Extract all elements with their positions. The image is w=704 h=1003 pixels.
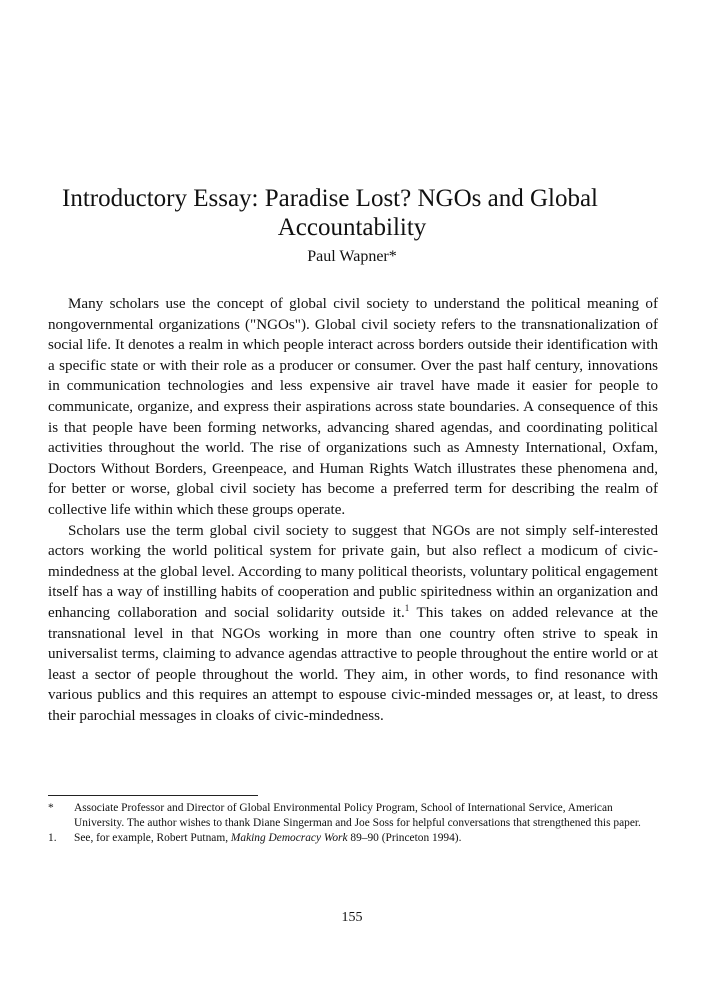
article-title-line1: Introductory Essay: Paradise Lost? NGOs and Global <box>62 185 598 212</box>
article-body <box>48 294 658 726</box>
footnote-reference-1[interactable]: 1 <box>404 602 410 613</box>
footnote-author-text: Associate Professor and Director of Global Environmental Policy Program, School of International Service, American University. The author wishes to thank Diane Singerman and Joe Soss for helpful conversations that strengthened this paper. <box>74 802 641 830</box>
footnote-1 <box>48 831 658 846</box>
paragraph-2-part-a: Scholars use the term global civil society to suggest that NGOs are not simply self-interested actors working the world political system for private gain, but also reflect a modicum of civic-mindedness at the global level. According to many political theorists, voluntary political engagement itself has a way of instilling habits of cooperation and public spiritedness within an organization and enhancing collaboration and social solidarity outside it. <box>48 522 658 621</box>
footnote-mark-1: 1. <box>48 832 57 845</box>
footnote-mark-star: * <box>48 802 54 814</box>
page-number: 155 <box>341 910 363 925</box>
paragraph-2 <box>48 521 658 727</box>
footnote-1-text <box>74 831 658 846</box>
paragraph-1: Many scholars use the concept of global civil society to understand the political meaning of nongovernmental organizations ("NGOs"). Global civil society refers to the transnationalization of social life. It denotes a realm in which people interact across borders outside their identification with a specific state or with their role as a producer or consumer. Over the past half century, innovations in communication technologies and less expensive air travel have made it easier for people to communicate, organize, and express their aspirations across state boundaries. A consequence of this is that people have been forming networks, advancing shared agendas, and coordinating political activities throughout the world. The rise of organizations such as Amnesty International, Oxfam, Doctors Without Borders, Greenpeace, and Human Rights Watch illustrates these phenomena and, for better or worse, global civil society has become a preferred term for describing the realm of collective life within which these groups operate. <box>48 296 658 518</box>
author-name: Paul Wapner* <box>307 248 397 265</box>
paragraph-2-part-b: This takes on added relevance at the transnational level in that NGOs working in more than one country often strive to speak in universalist terms, claiming to advance agendas attractive to people throughout the entire world or at least a sector of people throughout the world. They aim, in other words, to find resonance with various publics and this requires an attempt to espouse civic-minded messages or, at least, to dress their parochial messages in cloaks of civic-mindedness. <box>48 604 658 724</box>
footnote-1-text-b: 89–90 (Princeton 1994). <box>347 832 462 845</box>
footnote-author <box>48 801 658 831</box>
footnote-divider <box>48 795 258 796</box>
article-title-line2: Accountability <box>277 214 427 241</box>
footnote-1-book-title: Making Democracy Work <box>230 832 348 845</box>
footnotes <box>48 801 658 847</box>
footnote-1-text-a: See, for example, Robert Putnam, <box>74 832 231 845</box>
